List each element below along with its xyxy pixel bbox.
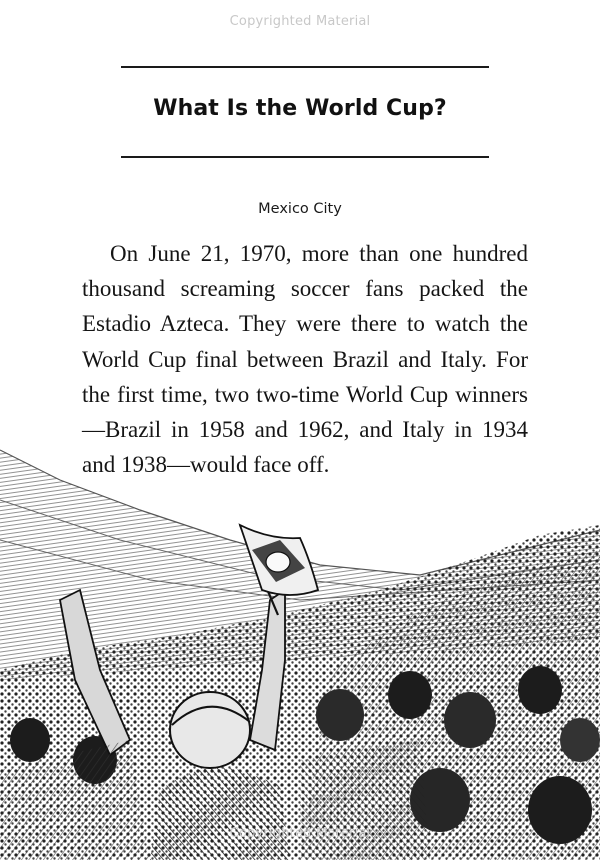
title-rule-top — [121, 66, 489, 68]
copyright-watermark-bottom: Copyrighted Material — [229, 826, 371, 841]
body-paragraph: On June 21, 1970, more than one hundred thousand screaming soccer fans packed the Estadio Azteca. They were there to watch the World Cup final between Brazil and Italy. For the first time, two two-time World Cup winners—Brazil in 1958 and 1962, and Italy in 1934 and 1938—would face off. — [82, 241, 528, 478]
illustration-caption: Mexico City — [258, 201, 342, 217]
title-rule-bottom — [121, 156, 489, 158]
copyright-watermark-top: Copyrighted Material — [229, 14, 371, 29]
chapter-title: What Is the World Cup? — [153, 96, 447, 121]
stadium-crowd-illustration — [0, 440, 600, 860]
